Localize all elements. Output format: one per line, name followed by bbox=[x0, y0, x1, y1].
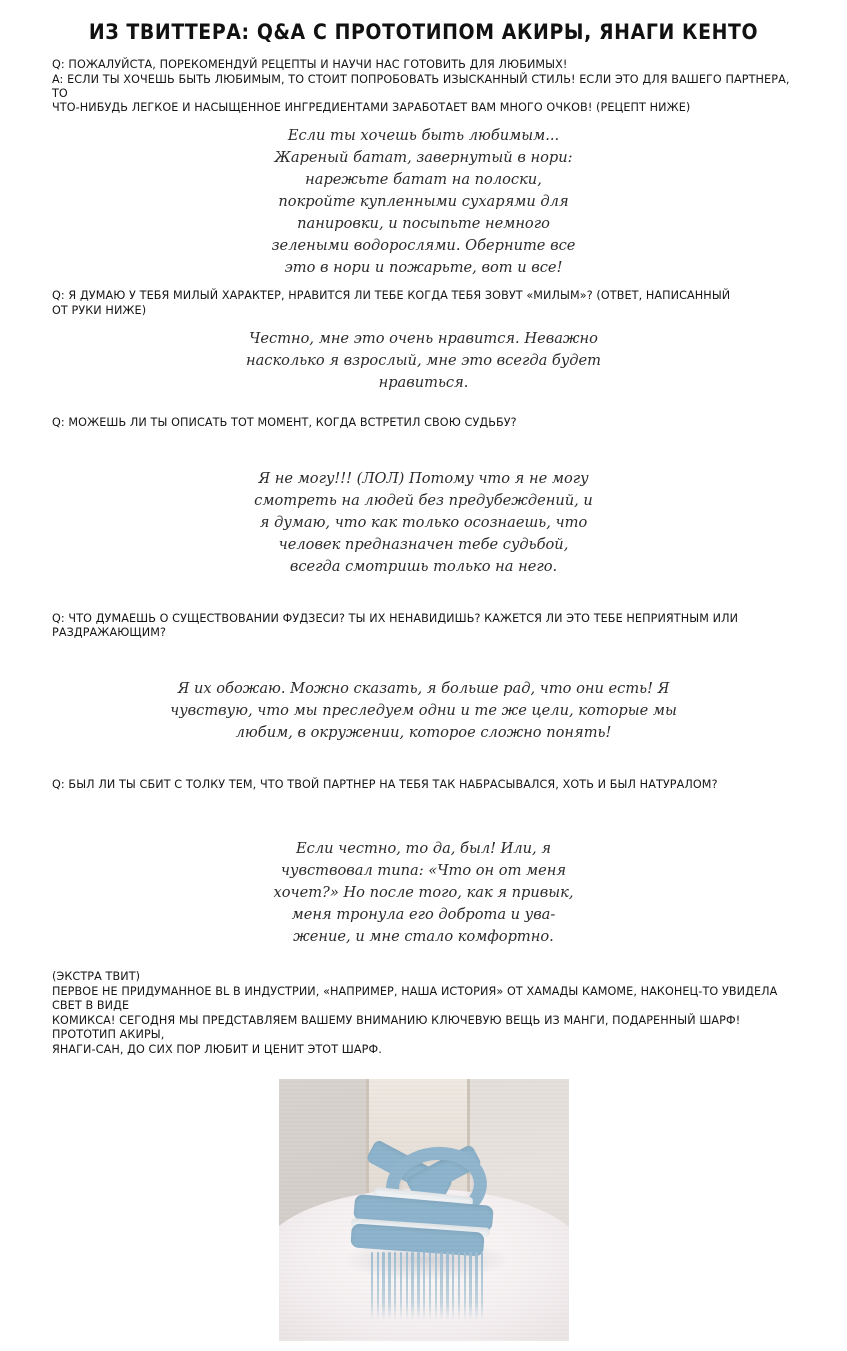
scarf-fringe bbox=[368, 1252, 484, 1320]
handwritten-answer bbox=[52, 468, 795, 578]
answer-text-line: ЧТО-НИБУДЬ ЛЕГКОЕ И НАСЫЩЕННОЕ ИНГРЕДИЕНТАМИ ЗАРАБОТАЕТ ВАМ МНОГО ОЧКОВ! (РЕЦЕПТ НИЖЕ) bbox=[52, 101, 691, 114]
handwritten-line: покройте купленными сухарями для bbox=[278, 193, 569, 210]
qa-block-3 bbox=[52, 416, 795, 578]
handwritten-line: Если честно, то да, был! Или, я bbox=[296, 840, 551, 857]
handwritten-line: Я не могу!!! (ЛОЛ) Потому что я не могу bbox=[258, 470, 589, 487]
handwritten-line: Если ты хочешь быть любимым... bbox=[287, 127, 560, 144]
handwritten-line: Я их обожаю. Можно сказать, я больше рад, что они есть! Я bbox=[177, 680, 670, 697]
divider-space bbox=[52, 948, 795, 970]
question-text: Q: ПОЖАЛУЙСТА, ПОРЕКОМЕНДУЙ РЕЦЕПТЫ И НАУЧИ НАС ГОТОВИТЬ ДЛЯ ЛЮБИМЫХ! bbox=[52, 58, 568, 71]
handwritten-line: человек предназначен тебе судьбой, bbox=[278, 536, 569, 553]
handwritten-line: меня тронула его доброта и ува- bbox=[291, 906, 556, 923]
handwritten-answer bbox=[52, 125, 795, 279]
question-text: Q: Я ДУМАЮ У ТЕБЯ МИЛЫЙ ХАРАКТЕР, НРАВИТСЯ ЛИ ТЕБЕ КОГДА ТЕБЯ ЗОВУТ «МИЛЫМ»? (ОТВЕТ, НАПИСАННЫЙ bbox=[52, 289, 731, 302]
handwritten-line: насколько я взрослый, мне это всегда будет bbox=[245, 352, 602, 369]
handwritten-line: чувствовал типа: «Что он от меня bbox=[280, 862, 567, 879]
answer-text-line: A: ЕСЛИ ТЫ ХОЧЕШЬ БЫТЬ ЛЮБИМЫМ, ТО СТОИТ ПОПРОБОВАТЬ ИЗЫСКАННЫЙ СТИЛЬ! ЕСЛИ ЭТО ДЛЯ ВАШЕГО ПАРТНЕРА, ТО bbox=[52, 73, 790, 100]
qa-block-4 bbox=[52, 612, 795, 744]
handwritten-line: это в нори и пожарьте, вот и все! bbox=[284, 259, 563, 276]
qa-block-5 bbox=[52, 778, 795, 948]
extra-tweet-heading: (ЭКСТРА ТВИТ) bbox=[52, 970, 141, 983]
question-text: Q: ЧТО ДУМАЕШЬ О СУЩЕСТВОВАНИИ ФУДЗЕСИ? ТЫ ИХ НЕНАВИДИШЬ? КАЖЕТСЯ ЛИ ЭТО ТЕБЕ НЕПРИЯТНЫМ ИЛИ РАЗДРАЖАЮЩИМ? bbox=[52, 612, 739, 639]
handwritten-answer bbox=[52, 838, 795, 948]
scarf-photo bbox=[279, 1079, 569, 1341]
handwritten-line: хочет?» Но после того, как я привык, bbox=[273, 884, 574, 901]
extra-tweet-block bbox=[52, 970, 795, 1057]
divider-space bbox=[52, 744, 795, 778]
handwritten-answer bbox=[52, 328, 795, 394]
qa-block-2 bbox=[52, 289, 795, 394]
extra-tweet-line: ПЕРВОЕ НЕ ПРИДУМАННОЕ BL В ИНДУСТРИИ, «НАПРИМЕР, НАША ИСТОРИЯ» ОТ ХАМАДЫ КАМОМЕ, НАКОНЕЦ-ТО УВИДЕЛА СВЕТ В ВИДЕ bbox=[52, 984, 778, 1012]
extra-tweet-line: ЯНАГИ-САН, ДО СИХ ПОР ЛЮБИТ И ЦЕНИТ ЭТОТ ШАРФ. bbox=[52, 1042, 382, 1056]
question-text: Q: МОЖЕШЬ ЛИ ТЫ ОПИСАТЬ ТОТ МОМЕНТ, КОГДА ВСТРЕТИЛ СВОЮ СУДЬБУ? bbox=[52, 416, 517, 429]
page-title: ИЗ ТВИТТЕРА: Q&A С ПРОТОТИПОМ АКИРЫ, ЯНАГИ КЕНТО bbox=[88, 20, 759, 44]
qa-block-1 bbox=[52, 58, 795, 279]
handwritten-line: я думаю, что как только осознаешь, что bbox=[259, 514, 588, 531]
handwritten-line: зелеными водорослями. Оберните все bbox=[271, 237, 576, 254]
handwritten-line: панировки, и посыпьте немного bbox=[297, 215, 550, 232]
handwritten-line: чувствую, что мы преследуем одни и те же цели, которые мы bbox=[170, 702, 677, 719]
handwritten-line: жение, и мне стало комфортно. bbox=[293, 928, 554, 945]
handwritten-line: нарежьте батат на полоски, bbox=[305, 171, 542, 188]
answer-text-line: ОТ РУКИ НИЖЕ) bbox=[52, 304, 147, 317]
divider-space bbox=[52, 279, 795, 289]
handwritten-line: Жареный батат, завернутый в нори: bbox=[274, 149, 573, 166]
handwritten-answer bbox=[52, 678, 795, 744]
handwritten-line: любим, в окружении, которое сложно понять! bbox=[235, 724, 612, 741]
handwritten-line: всегда смотришь только на него. bbox=[289, 558, 558, 575]
handwritten-line: Честно, мне это очень нравится. Неважно bbox=[249, 330, 598, 347]
handwritten-line: нравиться. bbox=[378, 374, 469, 391]
question-text: Q: БЫЛ ЛИ ТЫ СБИТ С ТОЛКУ ТЕМ, ЧТО ТВОЙ ПАРТНЕР НА ТЕБЯ ТАК НАБРАСЫВАЛСЯ, ХОТЬ И БЫЛ НАТУРАЛОМ? bbox=[52, 778, 718, 791]
divider-space bbox=[52, 578, 795, 612]
scarf-photo-container bbox=[279, 1079, 569, 1341]
extra-tweet-line: КОМИКСА! СЕГОДНЯ МЫ ПРЕДСТАВЛЯЕМ ВАШЕМУ ВНИМАНИЮ КЛЮЧЕВУЮ ВЕЩЬ ИЗ МАНГИ, ПОДАРЕННЫЙ ШАРФ! ПРОТОТИП АКИРЫ, bbox=[52, 1013, 741, 1041]
divider-space bbox=[52, 394, 795, 416]
handwritten-line: смотреть на людей без предубеждений, и bbox=[254, 492, 593, 509]
